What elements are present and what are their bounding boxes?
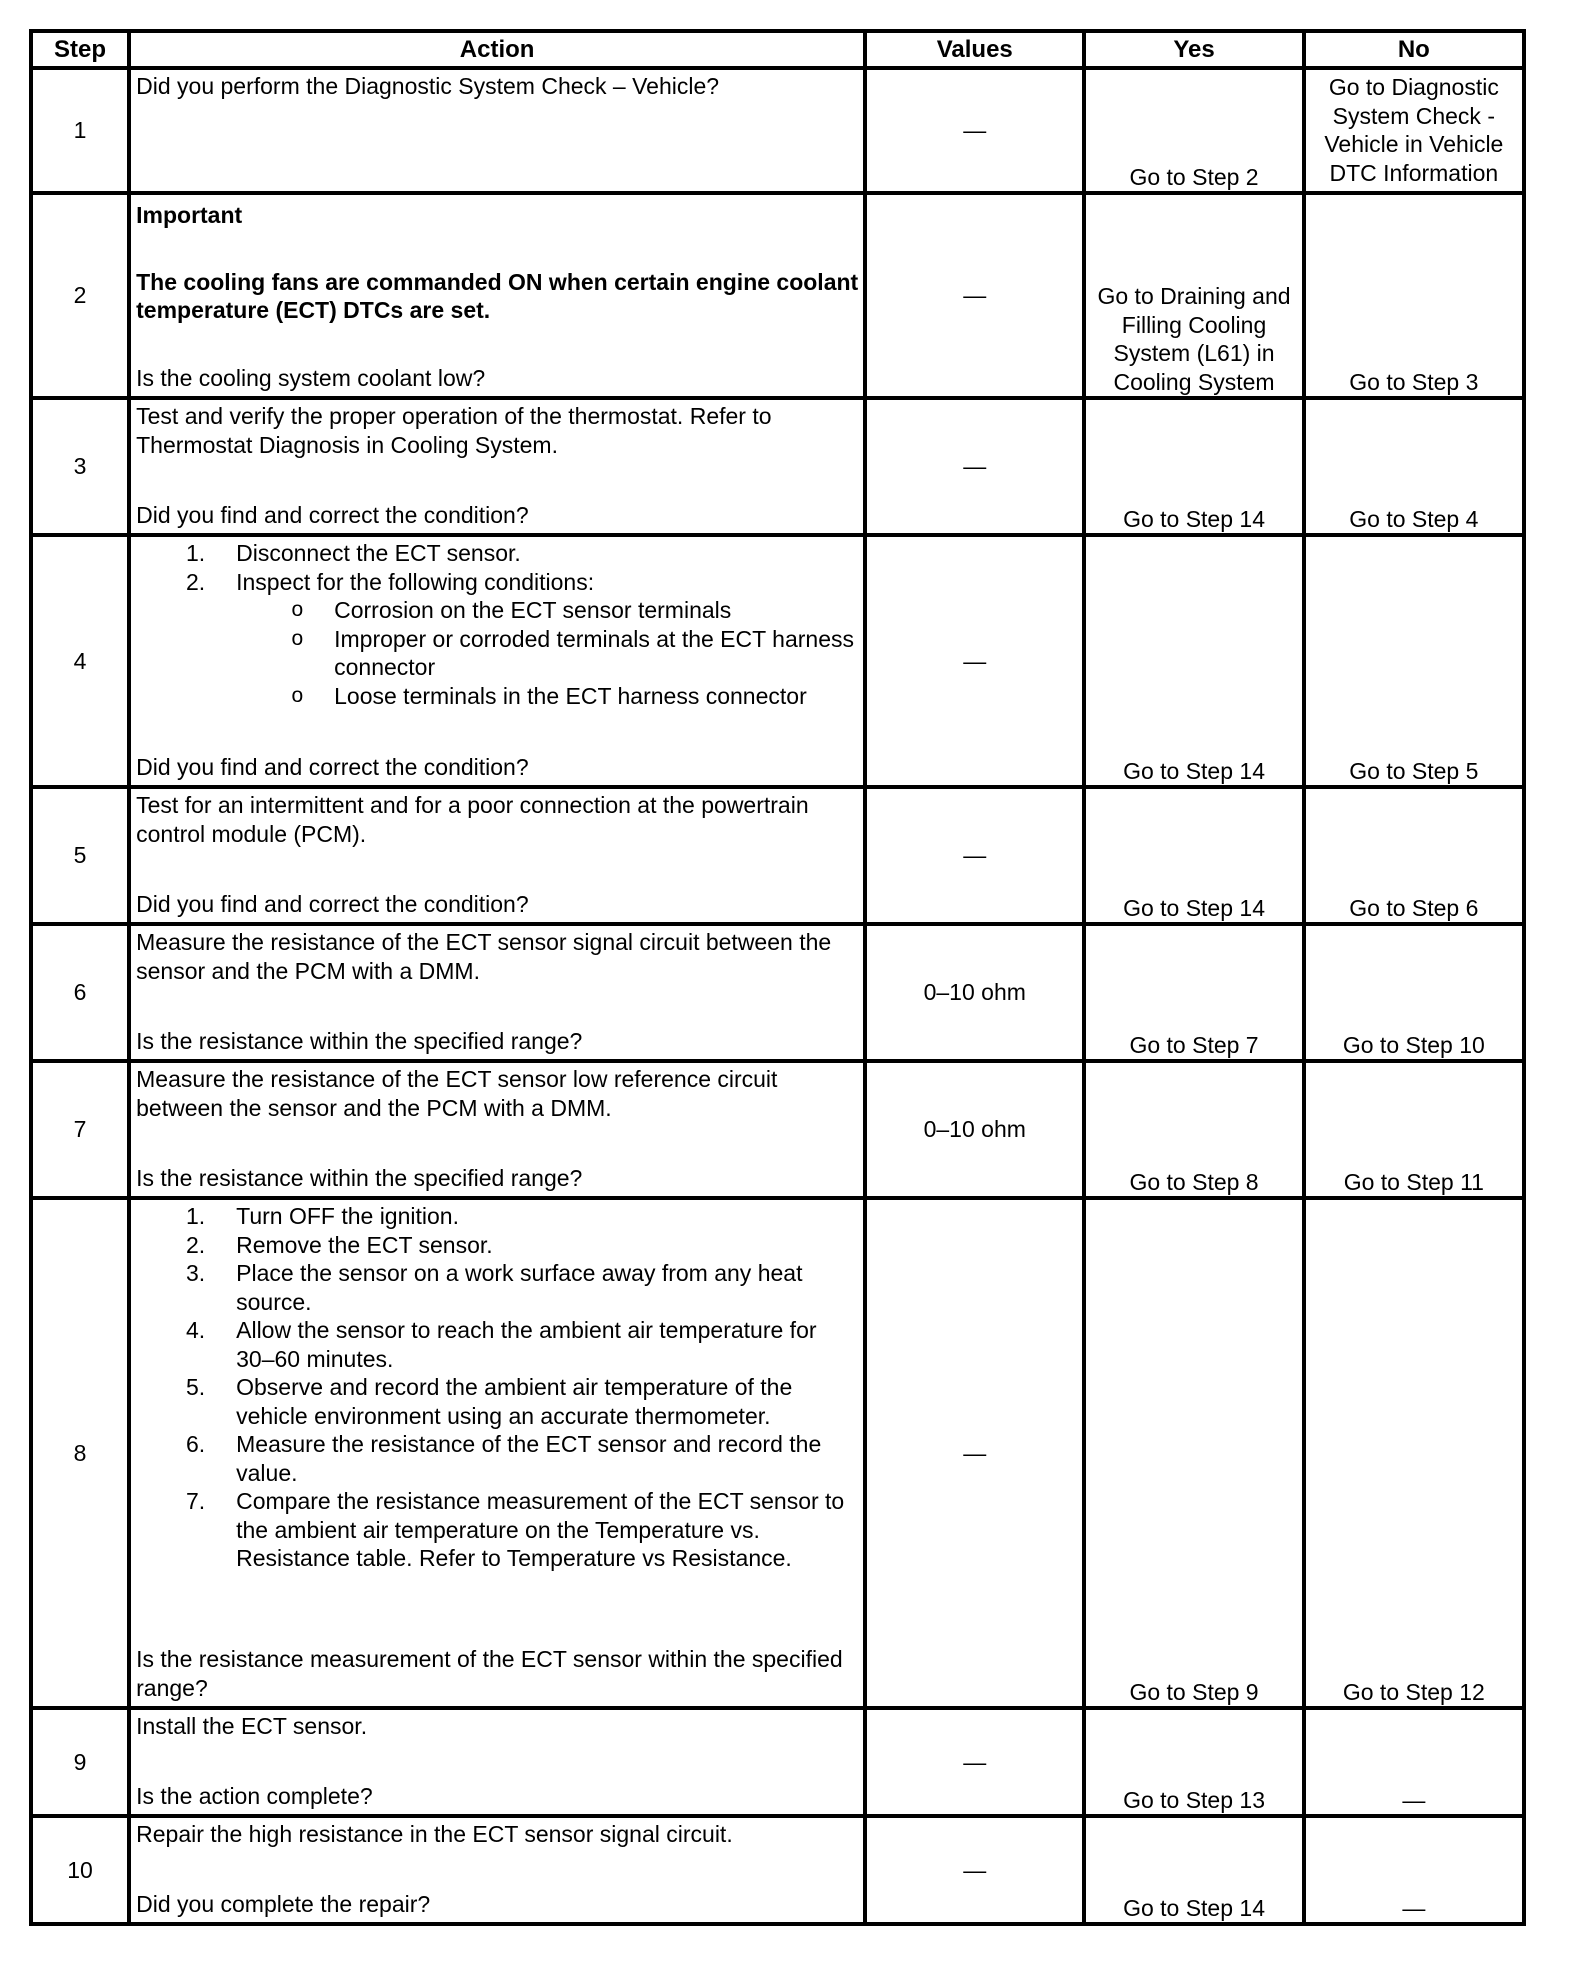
action-question: Did you find and correct the condition? <box>136 753 529 780</box>
action-cell <box>129 787 865 924</box>
step-number: 7 <box>31 1061 129 1198</box>
yes-cell: Go to Step 2 <box>1084 68 1303 193</box>
list-item: 1. Disconnect the ECT sensor. <box>185 540 521 566</box>
action-question: Did you perform the Diagnostic System Check – Vehicle? <box>136 73 720 99</box>
yes-cell: Go to Step 13 <box>1084 1708 1303 1816</box>
yes-cell: Go to Step 7 <box>1084 924 1303 1061</box>
list-item: o Loose terminals in the ECT harness connector <box>291 682 807 709</box>
list-item: o Improper or corroded terminals at the ECT harness connector <box>291 625 854 680</box>
action-question: Did you find and correct the condition? <box>136 501 529 528</box>
table-row <box>31 1061 1524 1198</box>
action-cell <box>129 398 865 535</box>
values-cell: — <box>865 193 1084 398</box>
action-cell <box>129 1708 865 1816</box>
no-cell: Go to Step 12 <box>1304 1198 1524 1708</box>
action-cell <box>129 68 865 193</box>
yes-cell: Go to Draining and Filling Cooling System (L61) in Cooling System <box>1084 193 1303 398</box>
no-cell: — <box>1304 1816 1524 1924</box>
yes-cell: Go to Step 8 <box>1084 1061 1303 1198</box>
values-cell: — <box>865 398 1084 535</box>
action-cell <box>129 1816 865 1924</box>
list-item: o Corrosion on the ECT sensor terminals <box>291 597 732 623</box>
no-cell: Go to Step 6 <box>1304 787 1524 924</box>
list-item: 6. Measure the resistance of the ECT sensor and record the value. <box>185 1431 822 1486</box>
yes-cell: Go to Step 14 <box>1084 787 1303 924</box>
step-number: 2 <box>31 193 129 398</box>
no-cell: Go to Diagnostic System Check - Vehicle in Vehicle DTC Information <box>1304 68 1524 193</box>
header-step: Step <box>31 31 129 68</box>
no-cell: Go to Step 4 <box>1304 398 1524 535</box>
list-item: 1. Turn OFF the ignition. <box>185 1203 459 1229</box>
important-label: Important <box>136 202 243 228</box>
table-row <box>31 535 1524 787</box>
action-cell <box>129 193 865 398</box>
values-cell: — <box>865 1708 1084 1816</box>
step-number: 8 <box>31 1198 129 1708</box>
action-question: Is the resistance measurement of the ECT sensor within the specified range? <box>136 1646 843 1701</box>
no-cell: Go to Step 11 <box>1304 1061 1524 1198</box>
table-row <box>31 924 1524 1061</box>
list-item: 3. Place the sensor on a work surface away from any heat source. <box>185 1260 803 1315</box>
action-text: Measure the resistance of the ECT sensor signal circuit between the sensor and the PCM with a DMM. <box>136 929 832 984</box>
list-item: 5. Observe and record the ambient air temperature of the vehicle environment using an accurate thermometer. <box>185 1374 793 1429</box>
table-row <box>31 1708 1524 1816</box>
header-no: No <box>1304 31 1524 68</box>
table-row <box>31 787 1524 924</box>
values-cell: — <box>865 68 1084 193</box>
step-number: 10 <box>31 1816 129 1924</box>
values-cell: — <box>865 1816 1084 1924</box>
action-cell <box>129 535 865 787</box>
action-question: Is the action complete? <box>136 1782 373 1809</box>
yes-cell: Go to Step 14 <box>1084 535 1303 787</box>
no-cell: Go to Step 5 <box>1304 535 1524 787</box>
step-number: 5 <box>31 787 129 924</box>
yes-cell: Go to Step 14 <box>1084 398 1303 535</box>
list-item: 2. Remove the ECT sensor. <box>185 1231 493 1258</box>
values-cell: — <box>865 535 1084 787</box>
step-number: 9 <box>31 1708 129 1816</box>
table-row <box>31 68 1524 193</box>
values-cell: 0–10 ohm <box>865 1061 1084 1198</box>
yes-cell: Go to Step 9 <box>1084 1198 1303 1708</box>
values-cell: — <box>865 787 1084 924</box>
important-note: The cooling fans are commanded ON when certain engine coolant temperature (ECT) DTCs are set. <box>136 268 859 323</box>
step-number: 3 <box>31 398 129 535</box>
action-cell <box>129 1061 865 1198</box>
header-action: Action <box>129 31 865 68</box>
header-row <box>31 31 1524 68</box>
table-row <box>31 1816 1524 1924</box>
diagnostic-table <box>29 29 1526 1926</box>
table-row <box>31 1198 1524 1708</box>
step-number: 1 <box>31 68 129 193</box>
step-number: 4 <box>31 535 129 787</box>
list-item: 4. Allow the sensor to reach the ambient air temperature for 30–60 minutes. <box>185 1317 817 1372</box>
action-question: Did you complete the repair? <box>136 1890 431 1917</box>
action-text: Install the ECT sensor. <box>136 1713 368 1739</box>
procedure-list <box>136 539 859 596</box>
action-text: Measure the resistance of the ECT sensor low reference circuit between the sensor and the PCM with a DMM. <box>136 1066 778 1121</box>
action-question: Is the resistance within the specified range? <box>136 1027 583 1054</box>
header-yes: Yes <box>1084 31 1303 68</box>
yes-cell: Go to Step 14 <box>1084 1816 1303 1924</box>
table-row <box>31 398 1524 535</box>
header-values: Values <box>865 31 1084 68</box>
action-text: Repair the high resistance in the ECT sensor signal circuit. <box>136 1821 733 1847</box>
action-cell <box>129 924 865 1061</box>
list-item: 7. Compare the resistance measurement of the ECT sensor to the ambient air temperature on the Temperature vs. Resistance table. Refer to Temperature vs Resistance. <box>185 1488 845 1571</box>
step-number: 6 <box>31 924 129 1061</box>
procedure-list <box>136 1202 859 1573</box>
no-cell: Go to Step 3 <box>1304 193 1524 398</box>
values-cell: 0–10 ohm <box>865 924 1084 1061</box>
action-question: Did you find and correct the condition? <box>136 890 529 917</box>
condition-list <box>136 596 859 710</box>
no-cell: — <box>1304 1708 1524 1816</box>
action-text: Test and verify the proper operation of the thermostat. Refer to Thermostat Diagnosis in Cooling System. <box>136 403 772 458</box>
no-cell: Go to Step 10 <box>1304 924 1524 1061</box>
list-item: 2. Inspect for the following conditions: <box>185 568 595 595</box>
values-cell: — <box>865 1198 1084 1708</box>
action-question: Is the resistance within the specified range? <box>136 1164 583 1191</box>
action-cell <box>129 1198 865 1708</box>
action-text: Test for an intermittent and for a poor connection at the powertrain control module (PCM). <box>136 792 809 847</box>
action-question: Is the cooling system coolant low? <box>136 364 486 391</box>
table-row <box>31 193 1524 398</box>
